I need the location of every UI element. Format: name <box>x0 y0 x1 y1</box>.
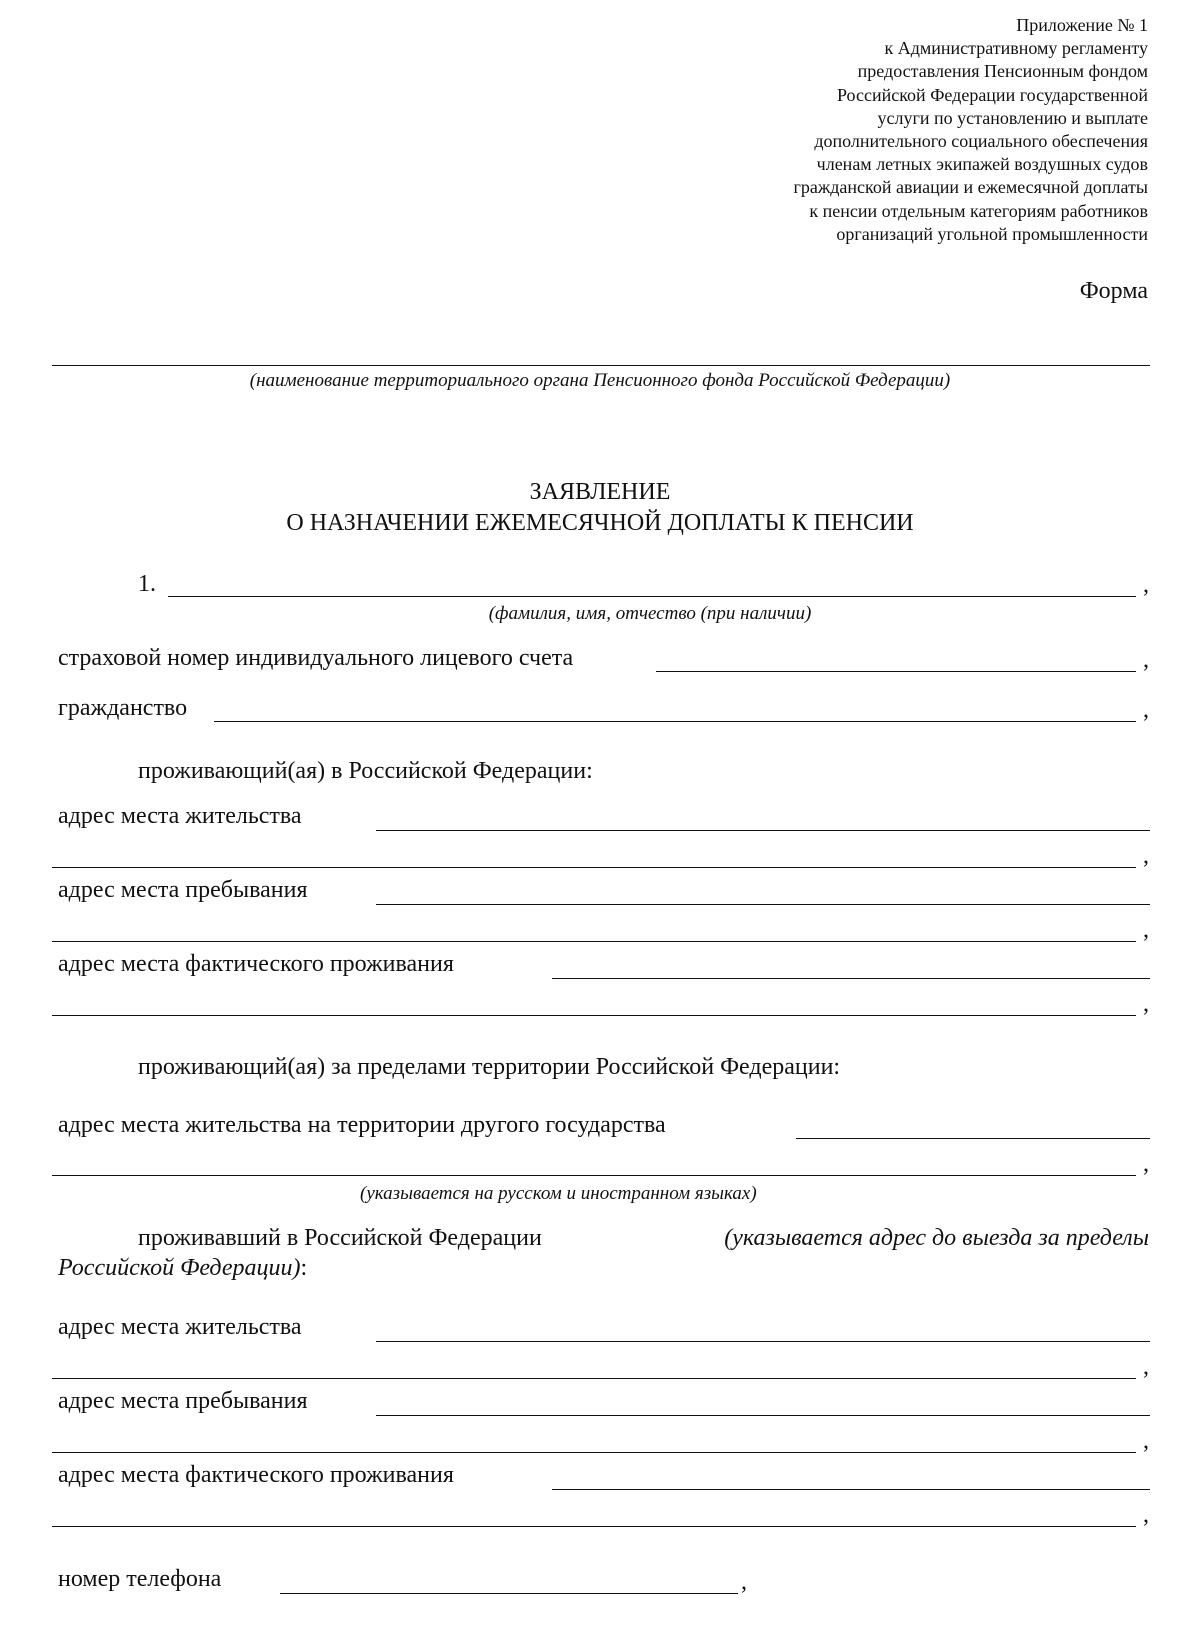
comma: , <box>1143 1151 1149 1177</box>
former-heading-regular: проживавший в Российской Федерации <box>138 1225 542 1251</box>
full-name-field[interactable] <box>168 596 1136 597</box>
former-stay-label: адрес места пребывания <box>58 1388 308 1414</box>
appendix-line: гражданской авиации и ежемесячной доплаты <box>793 177 1148 198</box>
comma: , <box>741 1569 747 1595</box>
abroad-residence-field[interactable] <box>796 1138 1150 1139</box>
citizenship-field[interactable] <box>214 721 1136 722</box>
comma: , <box>1143 1354 1149 1380</box>
rf-residence-label: адрес места жительства <box>58 803 302 829</box>
rf-stay-field[interactable] <box>376 904 1150 905</box>
former-heading-line2 <box>58 1254 307 1282</box>
appendix-line: дополнительного социального обеспечения <box>814 131 1148 152</box>
snils-label: страховой номер индивидуального лицевого счета <box>58 645 574 671</box>
rf-actual-field-line2[interactable] <box>52 1015 1136 1016</box>
rf-residence-field-line2[interactable] <box>52 867 1136 868</box>
citizenship-label: гражданство <box>58 695 188 721</box>
former-residence-field[interactable] <box>376 1341 1150 1342</box>
former-heading-italic-end: Российской Федерации) <box>58 1255 301 1281</box>
appendix-line: к Административному регламенту <box>884 38 1148 59</box>
phone-field[interactable] <box>280 1593 738 1594</box>
appendix-line: предоставления Пенсионным фондом <box>857 61 1148 82</box>
comma: , <box>1143 1502 1149 1528</box>
rf-actual-label: адрес места фактического проживания <box>58 951 454 977</box>
authority-caption: (наименование территориального органа Пенсионного фонда Российской Федерации) <box>249 370 951 391</box>
comma: , <box>1143 572 1149 598</box>
colon: : <box>300 1255 308 1281</box>
comma: , <box>1143 843 1149 869</box>
appendix-line: Российской Федерации государственной <box>836 84 1148 105</box>
appendix-line: Приложение № 1 <box>1016 15 1148 35</box>
abroad-section-heading: проживающий(ая) за пределами территории Российской Федерации: <box>138 1054 841 1080</box>
former-actual-field-line2[interactable] <box>52 1526 1136 1527</box>
form-title: ЗАЯВЛЕНИЕ <box>529 479 671 505</box>
abroad-residence-field-line2[interactable] <box>52 1175 1136 1176</box>
comma: , <box>1143 1428 1149 1454</box>
former-stay-field[interactable] <box>376 1415 1150 1416</box>
former-residence-label: адрес места жительства <box>58 1314 302 1340</box>
former-actual-field[interactable] <box>552 1489 1150 1490</box>
former-actual-label: адрес места фактического проживания <box>58 1462 454 1488</box>
comma: , <box>1143 917 1149 943</box>
appendix-line: услуги по установлению и выплате <box>877 107 1148 128</box>
abroad-language-caption: (указывается на русском и иностранном языках) <box>360 1183 757 1204</box>
abroad-residence-label: адрес места жительства на территории другого государства <box>58 1112 666 1138</box>
former-residence-field-line2[interactable] <box>52 1378 1136 1379</box>
appendix-line: к пенсии отдельным категориям работников <box>809 200 1148 221</box>
rf-residence-field[interactable] <box>376 830 1150 831</box>
snils-field[interactable] <box>656 671 1136 672</box>
appendix-line: организаций угольной промышленности <box>836 223 1148 244</box>
comma: , <box>1143 697 1149 723</box>
item-number: 1. <box>138 571 156 597</box>
comma: , <box>1143 991 1149 1017</box>
comma: , <box>1143 647 1149 673</box>
authority-name-field[interactable] <box>52 365 1150 366</box>
rf-stay-label: адрес места пребывания <box>58 877 308 903</box>
form-subtitle: О НАЗНАЧЕНИИ ЕЖЕМЕСЯЧНОЙ ДОПЛАТЫ К ПЕНСИИ <box>286 510 914 536</box>
appendix-header <box>793 14 1148 246</box>
full-name-caption: (фамилия, имя, отчество (при наличии) <box>488 603 812 624</box>
former-heading-italic: (указывается адрес до выезда за пределы <box>724 1225 1149 1251</box>
form-label: Форма <box>1079 278 1148 304</box>
rf-stay-field-line2[interactable] <box>52 941 1136 942</box>
appendix-line: членам летных экипажей воздушных судов <box>816 154 1148 175</box>
rf-section-heading: проживающий(ая) в Российской Федерации: <box>138 758 593 784</box>
phone-label: номер телефона <box>58 1566 222 1592</box>
former-stay-field-line2[interactable] <box>52 1452 1136 1453</box>
rf-actual-field[interactable] <box>552 978 1150 979</box>
